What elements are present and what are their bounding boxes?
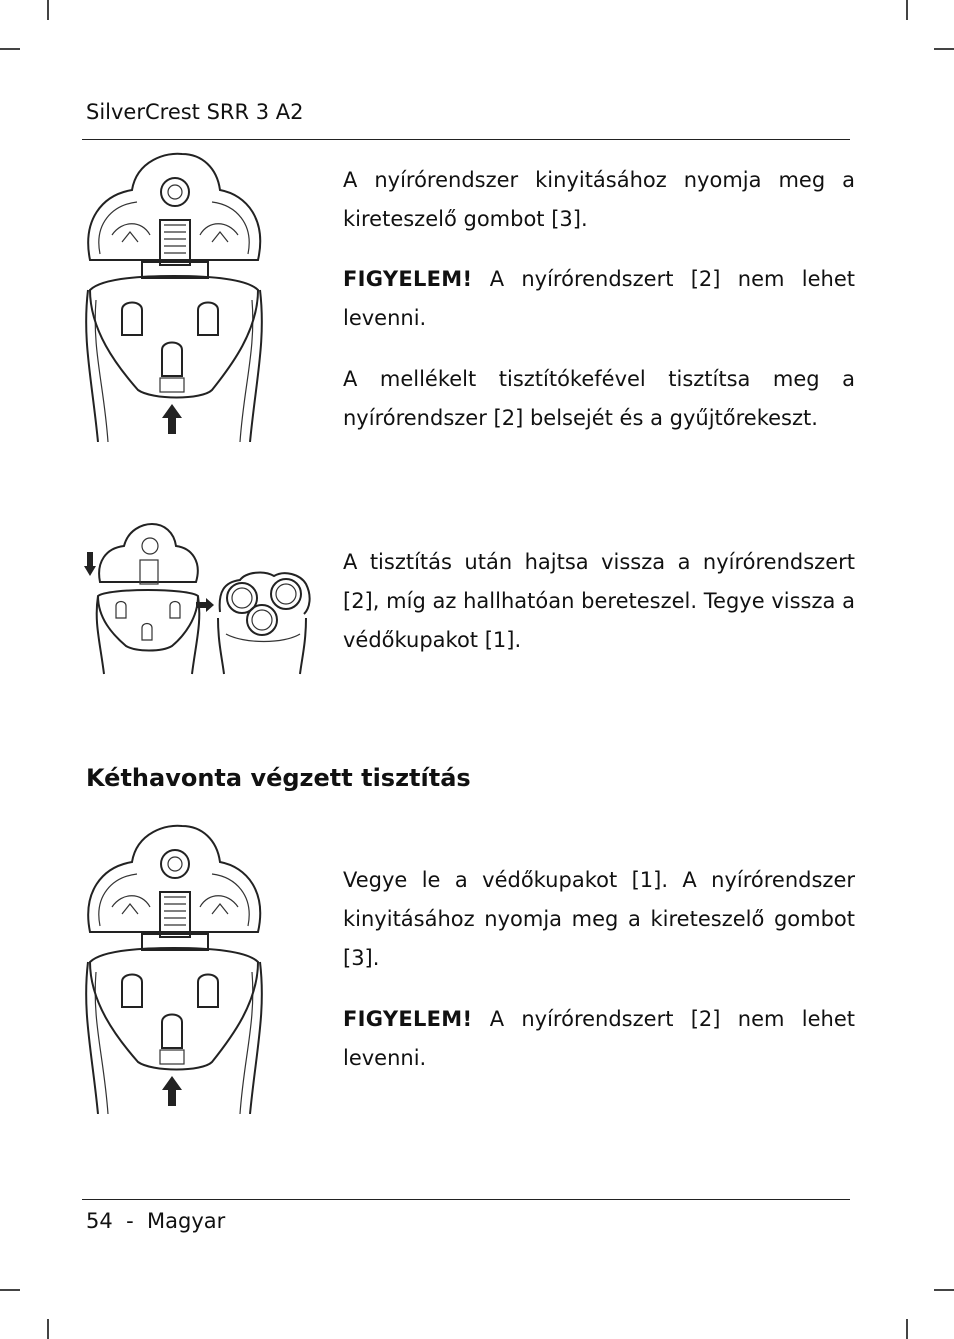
crop-mark: [906, 1319, 908, 1339]
close-instruction: A tisztítás után hajtsa vissza a nyírórendszert [2], míg az hallhatóan bereteszel. Tegye vissza a védőkupakot [1].: [343, 550, 855, 652]
warning-text: A nyírórendszert [2] nem lehet levenni.: [343, 1007, 855, 1070]
section-instruction: Vegye le a védőkupakot [1]. A nyírórendszer kinyitásához nyomja meg a kireteszelő gombot [3].: [343, 868, 855, 970]
header-title: SilverCrest SRR 3 A2: [86, 100, 304, 124]
warning-text: A nyírórendszert [2] nem lehet levenni.: [343, 267, 855, 330]
open-warning: [343, 260, 855, 338]
arrow-up-icon: [162, 1076, 182, 1106]
footer-page-label: 54 - Magyar: [86, 1209, 226, 1233]
crop-mark: [47, 1319, 49, 1339]
arrow-up-icon: [162, 404, 182, 434]
crop-mark: [934, 48, 954, 50]
section-heading: Kéthavonta végzett tisztítás: [86, 764, 471, 792]
crop-mark: [934, 1289, 954, 1291]
header-rule: [82, 139, 850, 140]
shaver-close-illustration: [84, 522, 312, 676]
clean-instruction: A mellékelt tisztítókefével tisztítsa meg a nyírórendszer [2] belsejét és a gyűjtőrekeszt.: [343, 367, 855, 430]
section-warning: [343, 1000, 855, 1078]
footer-rule: [82, 1199, 850, 1200]
open-instruction: A nyírórendszer kinyitásához nyomja meg a kireteszelő gombot [3].: [343, 168, 855, 231]
shaver-open-illustration-2: [82, 822, 266, 1114]
crop-mark: [47, 0, 49, 20]
crop-mark: [0, 48, 20, 50]
crop-mark: [906, 0, 908, 20]
warning-label: FIGYELEM!: [343, 267, 473, 291]
crop-mark: [0, 1289, 20, 1291]
warning-label: FIGYELEM!: [343, 1007, 473, 1031]
shaver-open-illustration: [82, 150, 266, 442]
arrow-down-icon: [84, 552, 96, 576]
